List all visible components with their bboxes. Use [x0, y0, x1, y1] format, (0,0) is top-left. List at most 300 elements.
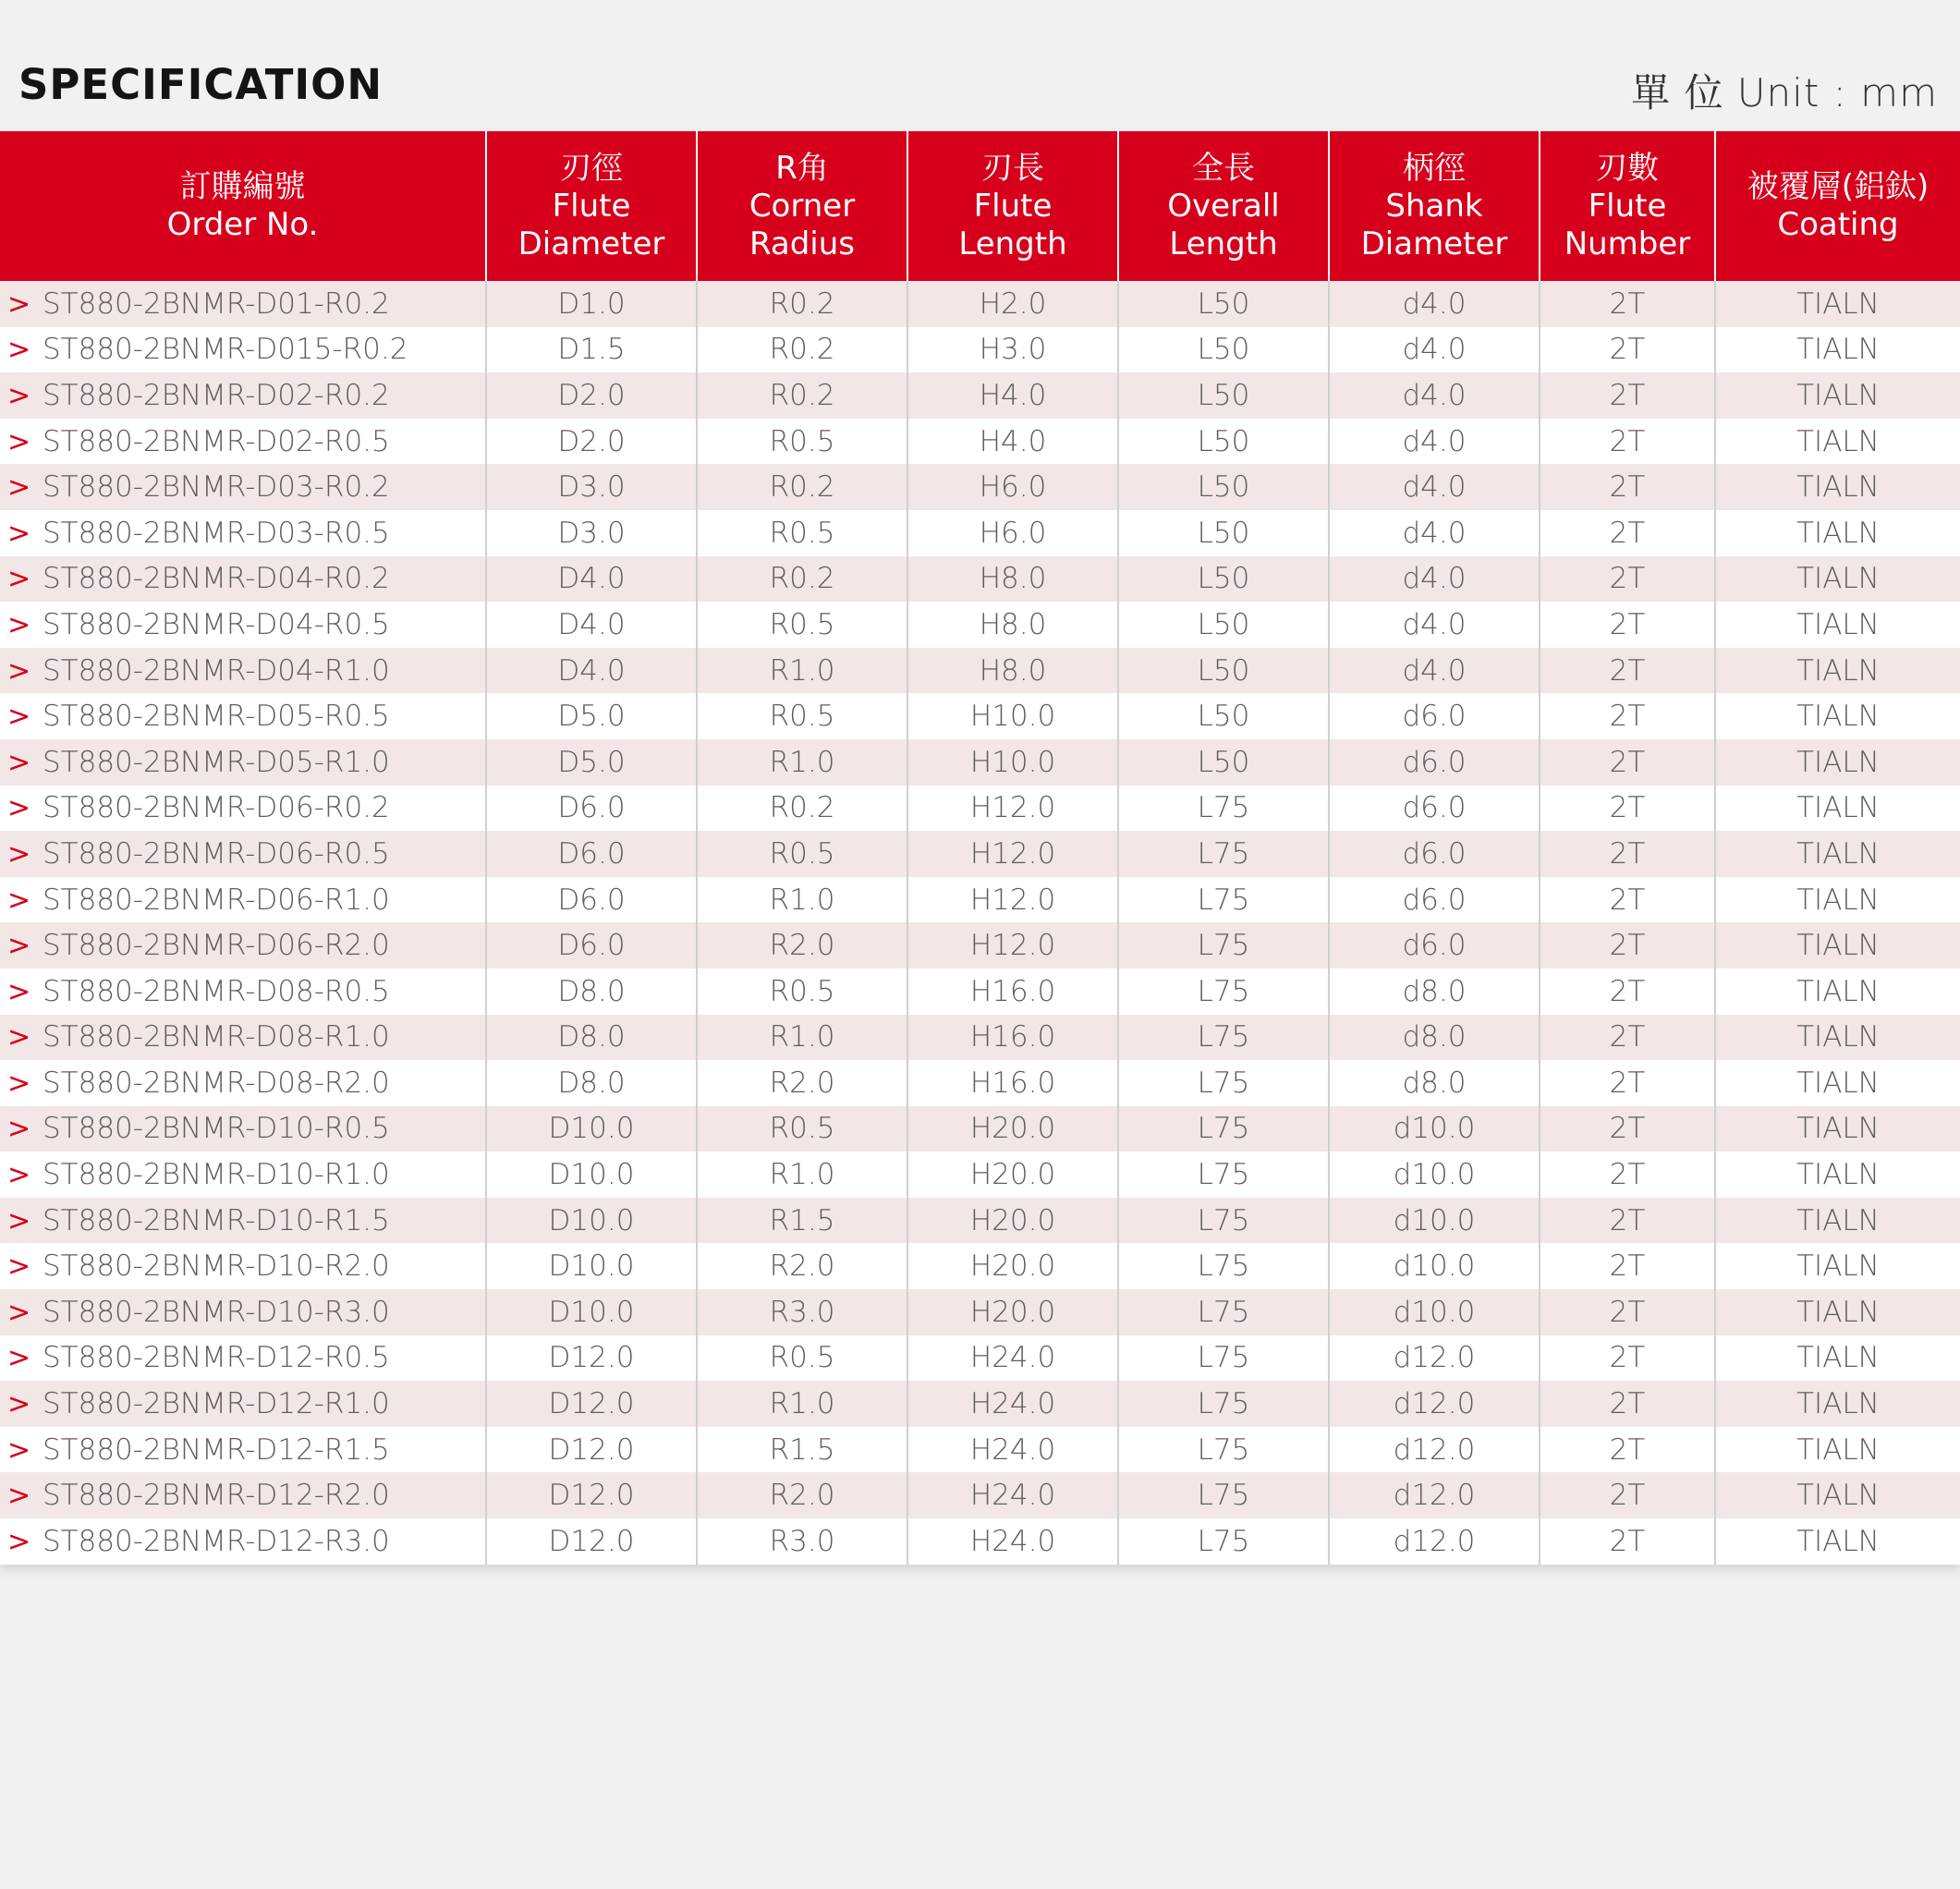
cell-overall-length: L75: [1118, 969, 1329, 1015]
column-header-line: R角: [775, 149, 829, 187]
cell-overall-length: L75: [1118, 786, 1329, 832]
column-header-line: 訂購編號: [179, 168, 306, 205]
order-number: ST880-2BNMR-D12-R1.5: [43, 1432, 390, 1467]
table-row: [0, 1335, 1960, 1382]
cell-flute-number: 2T: [1540, 648, 1715, 694]
cell-flute-number: 2T: [1540, 556, 1715, 603]
order-number: ST880-2BNMR-D10-R1.5: [43, 1203, 390, 1237]
column-header-line: Corner: [749, 187, 856, 225]
order-number: ST880-2BNMR-D08-R0.5: [43, 974, 390, 1008]
cell-order-no: [0, 281, 486, 327]
cell-corner-radius: R2.0: [697, 1060, 907, 1106]
table-row: [0, 648, 1960, 694]
order-number: ST880-2BNMR-D02-R0.2: [43, 378, 390, 412]
chevron-right-icon: >: [7, 746, 31, 779]
chevron-right-icon: >: [7, 1204, 31, 1237]
cell-corner-radius: R0.5: [697, 510, 907, 556]
cell-shank-diameter: d6.0: [1329, 831, 1540, 877]
cell-flute-number: 2T: [1540, 1152, 1715, 1198]
order-number: ST880-2BNMR-D08-R2.0: [43, 1066, 390, 1100]
table-row: [0, 1152, 1960, 1198]
cell-flute-diameter: D12.0: [486, 1381, 697, 1427]
order-number: ST880-2BNMR-D10-R0.5: [43, 1112, 390, 1146]
cell-corner-radius: R2.0: [697, 1472, 907, 1518]
cell-flute-length: H20.0: [907, 1243, 1118, 1289]
cell-flute-length: H10.0: [907, 693, 1118, 739]
chevron-right-icon: >: [7, 1066, 31, 1100]
cell-flute-length: H12.0: [907, 831, 1118, 877]
cell-corner-radius: R3.0: [697, 1289, 907, 1335]
cell-flute-diameter: D4.0: [486, 602, 697, 648]
cell-flute-length: H20.0: [907, 1289, 1118, 1335]
column-header-flute-diameter: [486, 131, 697, 281]
cell-flute-number: 2T: [1540, 1060, 1715, 1106]
cell-overall-length: L50: [1118, 281, 1329, 327]
order-number: ST880-2BNMR-D12-R1.0: [43, 1387, 390, 1421]
chevron-right-icon: >: [7, 1113, 31, 1146]
cell-coating: TIALN: [1715, 877, 1960, 923]
cell-coating: TIALN: [1715, 831, 1960, 877]
column-header-line: Coating: [1777, 206, 1899, 243]
table-row: [0, 1243, 1960, 1289]
column-header-line: 柄徑: [1403, 149, 1466, 187]
cell-corner-radius: R1.0: [697, 877, 907, 923]
cell-flute-number: 2T: [1540, 786, 1715, 832]
cell-flute-length: H10.0: [907, 739, 1118, 786]
order-number: ST880-2BNMR-D06-R1.0: [43, 883, 390, 917]
order-number: ST880-2BNMR-D05-R0.5: [43, 700, 390, 734]
cell-flute-length: H6.0: [907, 510, 1118, 556]
cell-flute-number: 2T: [1540, 1106, 1715, 1152]
cell-flute-number: 2T: [1540, 739, 1715, 786]
chevron-right-icon: >: [7, 517, 31, 550]
cell-coating: TIALN: [1715, 602, 1960, 648]
table-row: [0, 1289, 1960, 1335]
cell-order-no: [0, 1427, 486, 1473]
chevron-right-icon: >: [7, 837, 31, 871]
cell-flute-diameter: D5.0: [486, 693, 697, 739]
cell-order-no: [0, 1152, 486, 1198]
cell-corner-radius: R1.5: [697, 1427, 907, 1473]
chevron-right-icon: >: [7, 379, 31, 412]
cell-flute-length: H8.0: [907, 648, 1118, 694]
table-row: [0, 1015, 1960, 1061]
cell-corner-radius: R0.2: [697, 327, 907, 373]
cell-shank-diameter: d4.0: [1329, 419, 1540, 465]
column-header-line: Flute: [1588, 187, 1667, 225]
cell-shank-diameter: d4.0: [1329, 464, 1540, 510]
cell-corner-radius: R0.2: [697, 372, 907, 419]
cell-corner-radius: R1.0: [697, 1152, 907, 1198]
table-row: [0, 1060, 1960, 1106]
table-row: [0, 969, 1960, 1015]
column-header-line: 刃長: [981, 149, 1044, 187]
order-number: ST880-2BNMR-D06-R2.0: [43, 929, 390, 963]
cell-coating: TIALN: [1715, 1198, 1960, 1244]
cell-shank-diameter: d10.0: [1329, 1106, 1540, 1152]
chevron-right-icon: >: [7, 930, 31, 963]
cell-flute-number: 2T: [1540, 464, 1715, 510]
table-row: [0, 372, 1960, 419]
cell-overall-length: L50: [1118, 602, 1329, 648]
chevron-right-icon: >: [7, 471, 31, 505]
cell-shank-diameter: d12.0: [1329, 1381, 1540, 1427]
cell-overall-length: L75: [1118, 1381, 1329, 1427]
cell-flute-diameter: D2.0: [486, 372, 697, 419]
cell-corner-radius: R0.5: [697, 831, 907, 877]
cell-order-no: [0, 877, 486, 923]
order-number: ST880-2BNMR-D03-R0.2: [43, 470, 390, 505]
cell-coating: TIALN: [1715, 1152, 1960, 1198]
cell-flute-length: H4.0: [907, 419, 1118, 465]
cell-flute-number: 2T: [1540, 877, 1715, 923]
order-number: ST880-2BNMR-D04-R0.5: [43, 607, 390, 641]
chevron-right-icon: >: [7, 287, 31, 321]
order-number: ST880-2BNMR-D015-R0.2: [43, 333, 408, 367]
cell-coating: TIALN: [1715, 372, 1960, 419]
table-row: [0, 1381, 1960, 1427]
cell-overall-length: L75: [1118, 1106, 1329, 1152]
cell-corner-radius: R0.5: [697, 1335, 907, 1382]
table-row: [0, 693, 1960, 739]
cell-flute-diameter: D10.0: [486, 1198, 697, 1244]
cell-flute-diameter: D12.0: [486, 1518, 697, 1565]
page-title: SPECIFICATION: [18, 60, 383, 109]
cell-overall-length: L50: [1118, 693, 1329, 739]
cell-corner-radius: R1.0: [697, 739, 907, 786]
cell-order-no: [0, 1381, 486, 1427]
cell-corner-radius: R2.0: [697, 1243, 907, 1289]
cell-flute-diameter: D8.0: [486, 1060, 697, 1106]
column-header-line: 被覆層(鋁鈦): [1747, 168, 1930, 205]
cell-flute-number: 2T: [1540, 1518, 1715, 1565]
cell-coating: TIALN: [1715, 1472, 1960, 1518]
column-header-line: Radius: [749, 225, 855, 262]
cell-overall-length: L50: [1118, 327, 1329, 373]
cell-flute-number: 2T: [1540, 1427, 1715, 1473]
cell-flute-diameter: D4.0: [486, 556, 697, 603]
table-body: [0, 281, 1960, 1565]
cell-flute-number: 2T: [1540, 693, 1715, 739]
column-header-line: Diameter: [517, 225, 665, 262]
table-header: [0, 131, 1960, 281]
column-header-line: Diameter: [1360, 225, 1508, 262]
cell-shank-diameter: d4.0: [1329, 372, 1540, 419]
cell-coating: TIALN: [1715, 327, 1960, 373]
order-number: ST880-2BNMR-D10-R1.0: [43, 1158, 390, 1192]
cell-coating: TIALN: [1715, 739, 1960, 786]
table-row: [0, 281, 1960, 327]
cell-shank-diameter: d4.0: [1329, 281, 1540, 327]
cell-flute-diameter: D5.0: [486, 739, 697, 786]
cell-overall-length: L50: [1118, 739, 1329, 786]
cell-flute-number: 2T: [1540, 281, 1715, 327]
cell-shank-diameter: d6.0: [1329, 877, 1540, 923]
cell-shank-diameter: d4.0: [1329, 556, 1540, 603]
order-number: ST880-2BNMR-D12-R0.5: [43, 1341, 390, 1375]
cell-flute-number: 2T: [1540, 1198, 1715, 1244]
cell-shank-diameter: d12.0: [1329, 1335, 1540, 1382]
cell-shank-diameter: d10.0: [1329, 1198, 1540, 1244]
cell-overall-length: L75: [1118, 922, 1329, 969]
table-row: [0, 786, 1960, 832]
cell-flute-diameter: D6.0: [486, 922, 697, 969]
cell-flute-diameter: D6.0: [486, 831, 697, 877]
cell-coating: TIALN: [1715, 281, 1960, 327]
order-number: ST880-2BNMR-D08-R1.0: [43, 1020, 390, 1054]
spec-table: [0, 131, 1960, 1565]
cell-flute-number: 2T: [1540, 1472, 1715, 1518]
cell-flute-diameter: D10.0: [486, 1152, 697, 1198]
cell-overall-length: L50: [1118, 464, 1329, 510]
cell-order-no: [0, 1106, 486, 1152]
cell-order-no: [0, 510, 486, 556]
chevron-right-icon: >: [7, 1342, 31, 1375]
cell-flute-length: H12.0: [907, 922, 1118, 969]
cell-flute-length: H20.0: [907, 1106, 1118, 1152]
cell-corner-radius: R3.0: [697, 1518, 907, 1565]
table-row: [0, 602, 1960, 648]
cell-shank-diameter: d6.0: [1329, 922, 1540, 969]
cell-flute-number: 2T: [1540, 922, 1715, 969]
cell-order-no: [0, 969, 486, 1015]
cell-flute-diameter: D6.0: [486, 786, 697, 832]
cell-flute-length: H24.0: [907, 1381, 1118, 1427]
cell-flute-length: H24.0: [907, 1518, 1118, 1565]
table-row: [0, 556, 1960, 603]
cell-order-no: [0, 786, 486, 832]
table-row: [0, 922, 1960, 969]
cell-corner-radius: R0.5: [697, 969, 907, 1015]
table-row: [0, 1106, 1960, 1152]
column-header-line: Length: [1169, 225, 1278, 262]
table-row: [0, 510, 1960, 556]
cell-order-no: [0, 648, 486, 694]
chevron-right-icon: >: [7, 425, 31, 458]
column-header-coating: [1715, 131, 1960, 281]
chevron-right-icon: >: [7, 792, 31, 825]
table-row: [0, 1518, 1960, 1565]
header-row: [0, 131, 1960, 281]
column-header-line: 刃數: [1596, 149, 1659, 187]
cell-coating: TIALN: [1715, 922, 1960, 969]
chevron-right-icon: >: [7, 334, 31, 367]
cell-flute-number: 2T: [1540, 372, 1715, 419]
cell-flute-length: H16.0: [907, 1060, 1118, 1106]
cell-flute-number: 2T: [1540, 1289, 1715, 1335]
table-row: [0, 877, 1960, 923]
cell-shank-diameter: d6.0: [1329, 739, 1540, 786]
cell-flute-length: H3.0: [907, 327, 1118, 373]
table-row: [0, 1427, 1960, 1473]
cell-flute-number: 2T: [1540, 831, 1715, 877]
column-header-line: 全長: [1192, 149, 1255, 187]
order-number: ST880-2BNMR-D04-R1.0: [43, 653, 390, 688]
cell-order-no: [0, 327, 486, 373]
cell-corner-radius: R0.2: [697, 556, 907, 603]
chevron-right-icon: >: [7, 975, 31, 1008]
cell-corner-radius: R0.5: [697, 602, 907, 648]
cell-coating: TIALN: [1715, 1427, 1960, 1473]
cell-flute-length: H20.0: [907, 1198, 1118, 1244]
chevron-right-icon: >: [7, 563, 31, 596]
chevron-right-icon: >: [7, 1021, 31, 1054]
chevron-right-icon: >: [7, 1250, 31, 1284]
cell-order-no: [0, 372, 486, 419]
cell-flute-length: H12.0: [907, 877, 1118, 923]
cell-order-no: [0, 1335, 486, 1382]
table-row: [0, 419, 1960, 465]
cell-order-no: [0, 831, 486, 877]
cell-shank-diameter: d10.0: [1329, 1152, 1540, 1198]
cell-corner-radius: R1.0: [697, 648, 907, 694]
cell-order-no: [0, 419, 486, 465]
cell-order-no: [0, 1060, 486, 1106]
spec-table-container: [0, 131, 1960, 1565]
column-header-line: Length: [958, 225, 1067, 262]
column-header-shank-diameter: [1329, 131, 1540, 281]
cell-overall-length: L50: [1118, 556, 1329, 603]
cell-coating: TIALN: [1715, 693, 1960, 739]
cell-order-no: [0, 1243, 486, 1289]
chevron-right-icon: >: [7, 1525, 31, 1558]
chevron-right-icon: >: [7, 1296, 31, 1329]
cell-corner-radius: R0.5: [697, 1106, 907, 1152]
order-number: ST880-2BNMR-D10-R2.0: [43, 1249, 390, 1284]
table-row: [0, 739, 1960, 786]
column-header-order-no: [0, 131, 486, 281]
cell-flute-diameter: D10.0: [486, 1289, 697, 1335]
cell-flute-diameter: D3.0: [486, 510, 697, 556]
cell-coating: TIALN: [1715, 1289, 1960, 1335]
column-header-corner-radius: [697, 131, 907, 281]
title-bar: [0, 0, 1960, 131]
cell-flute-length: H24.0: [907, 1427, 1118, 1473]
chevron-right-icon: >: [7, 1388, 31, 1421]
cell-order-no: [0, 739, 486, 786]
cell-coating: TIALN: [1715, 464, 1960, 510]
order-number: ST880-2BNMR-D02-R0.5: [43, 424, 390, 458]
chevron-right-icon: >: [7, 1433, 31, 1467]
cell-flute-length: H6.0: [907, 464, 1118, 510]
order-number: ST880-2BNMR-D05-R1.0: [43, 745, 390, 779]
table-row: [0, 831, 1960, 877]
column-header-flute-number: [1540, 131, 1715, 281]
cell-flute-diameter: D10.0: [486, 1243, 697, 1289]
cell-corner-radius: R1.0: [697, 1381, 907, 1427]
cell-flute-number: 2T: [1540, 1381, 1715, 1427]
cell-flute-diameter: D8.0: [486, 1015, 697, 1061]
chevron-right-icon: >: [7, 701, 31, 734]
chevron-right-icon: >: [7, 608, 31, 641]
cell-shank-diameter: d4.0: [1329, 510, 1540, 556]
cell-flute-length: H24.0: [907, 1335, 1118, 1382]
cell-flute-number: 2T: [1540, 602, 1715, 648]
cell-flute-number: 2T: [1540, 510, 1715, 556]
cell-shank-diameter: d4.0: [1329, 327, 1540, 373]
cell-corner-radius: R1.5: [697, 1198, 907, 1244]
cell-coating: TIALN: [1715, 419, 1960, 465]
order-number: ST880-2BNMR-D06-R0.5: [43, 836, 390, 871]
column-header-line: Flute: [973, 187, 1053, 225]
order-number: ST880-2BNMR-D01-R0.2: [43, 286, 390, 321]
cell-shank-diameter: d4.0: [1329, 648, 1540, 694]
cell-coating: TIALN: [1715, 1243, 1960, 1289]
cell-overall-length: L75: [1118, 1060, 1329, 1106]
cell-order-no: [0, 1472, 486, 1518]
cell-overall-length: L75: [1118, 1198, 1329, 1244]
cell-shank-diameter: d6.0: [1329, 693, 1540, 739]
cell-flute-diameter: D1.5: [486, 327, 697, 373]
chevron-right-icon: >: [7, 654, 31, 688]
cell-overall-length: L75: [1118, 1427, 1329, 1473]
cell-flute-length: H8.0: [907, 602, 1118, 648]
cell-overall-length: L75: [1118, 1152, 1329, 1198]
cell-flute-diameter: D10.0: [486, 1106, 697, 1152]
order-number: ST880-2BNMR-D12-R2.0: [43, 1479, 390, 1513]
order-number: ST880-2BNMR-D06-R0.2: [43, 791, 390, 825]
cell-overall-length: L50: [1118, 372, 1329, 419]
cell-coating: TIALN: [1715, 510, 1960, 556]
column-header-flute-length: [907, 131, 1118, 281]
cell-corner-radius: R0.2: [697, 786, 907, 832]
cell-order-no: [0, 464, 486, 510]
cell-overall-length: L50: [1118, 648, 1329, 694]
order-number: ST880-2BNMR-D04-R0.2: [43, 562, 390, 596]
cell-order-no: [0, 602, 486, 648]
cell-flute-number: 2T: [1540, 327, 1715, 373]
cell-shank-diameter: d6.0: [1329, 786, 1540, 832]
cell-shank-diameter: d12.0: [1329, 1518, 1540, 1565]
cell-corner-radius: R2.0: [697, 922, 907, 969]
cell-coating: TIALN: [1715, 786, 1960, 832]
chevron-right-icon: >: [7, 1159, 31, 1192]
cell-coating: TIALN: [1715, 1060, 1960, 1106]
cell-flute-diameter: D2.0: [486, 419, 697, 465]
cell-flute-length: H24.0: [907, 1472, 1118, 1518]
cell-flute-length: H2.0: [907, 281, 1118, 327]
cell-flute-number: 2T: [1540, 969, 1715, 1015]
cell-shank-diameter: d12.0: [1329, 1427, 1540, 1473]
cell-overall-length: L75: [1118, 1335, 1329, 1382]
cell-shank-diameter: d12.0: [1329, 1472, 1540, 1518]
cell-order-no: [0, 556, 486, 603]
cell-coating: TIALN: [1715, 1335, 1960, 1382]
cell-coating: TIALN: [1715, 1518, 1960, 1565]
cell-shank-diameter: d8.0: [1329, 1015, 1540, 1061]
cell-overall-length: L50: [1118, 510, 1329, 556]
cell-corner-radius: R0.2: [697, 281, 907, 327]
cell-shank-diameter: d8.0: [1329, 969, 1540, 1015]
column-header-line: Overall: [1167, 187, 1280, 225]
cell-order-no: [0, 1198, 486, 1244]
cell-coating: TIALN: [1715, 1106, 1960, 1152]
cell-order-no: [0, 1015, 486, 1061]
cell-flute-diameter: D3.0: [486, 464, 697, 510]
cell-coating: TIALN: [1715, 1381, 1960, 1427]
cell-order-no: [0, 693, 486, 739]
table-row: [0, 327, 1960, 373]
cell-flute-diameter: D12.0: [486, 1472, 697, 1518]
column-header-line: Order No.: [166, 206, 319, 243]
cell-overall-length: L75: [1118, 877, 1329, 923]
unit-label: 單 位 Unit : mm: [1631, 70, 1938, 116]
cell-order-no: [0, 922, 486, 969]
table-row: [0, 1198, 1960, 1244]
cell-coating: TIALN: [1715, 1015, 1960, 1061]
cell-shank-diameter: d10.0: [1329, 1289, 1540, 1335]
cell-flute-length: H16.0: [907, 1015, 1118, 1061]
